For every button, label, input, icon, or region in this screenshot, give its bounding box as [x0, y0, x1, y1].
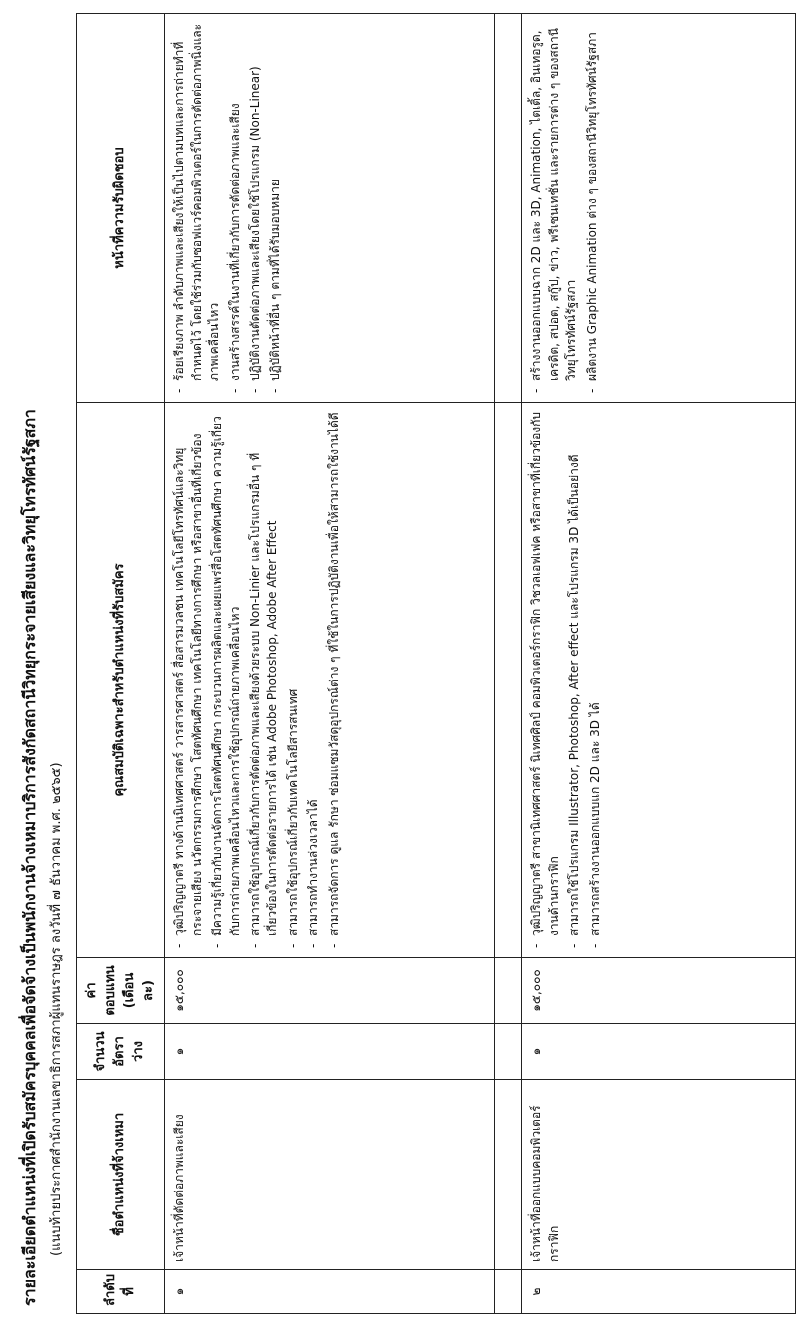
row-duties	[165, 14, 495, 403]
duty-item: - ปฏิบัติงานตัดต่อภาพและเสียงโดยใช้โปรแกรม (Non-Linear)	[247, 21, 264, 381]
header-position: ชื่อตำแหน่งที่จ้างเหมา	[77, 1080, 165, 1270]
row-duties	[522, 14, 796, 403]
qualification-item: - วุฒิปริญญาตรี สาขานิเทศศาสตร์ นิเทศศิลป์ คอมพิวเตอร์กราฟิก วิชวลเอฟเฟค หรือสาขาที่เกี่ยวข้องกับงานด้านกราฟิก	[528, 410, 563, 936]
header-no: ลำดับที่	[77, 1270, 165, 1314]
row-salary: ๑๕,๐๐๐	[522, 958, 796, 1024]
row-no: ๑	[165, 1270, 495, 1314]
table-spacer-row	[495, 14, 522, 1314]
row-qualifications	[165, 403, 495, 958]
header-duties: หน้าที่ความรับผิดชอบ	[77, 14, 165, 403]
duty-item: - งานสร้างสรรค์ในงานที่เกี่ยวกับการตัดต่อภาพและเสียง	[227, 21, 244, 381]
qualification-item: - สามารถทำงานล่วงเวลาได้	[305, 410, 322, 936]
duty-item: - ปฏิบัติหน้าที่อื่น ๆ ตามที่ได้รับมอบหมาย	[267, 21, 284, 381]
row-count: ๑	[165, 1024, 495, 1080]
duty-item: - ผลิตงาน Graphic Animation ต่าง ๆ ของสถานีวิทยุโทรทัศน์รัฐสภา	[584, 21, 601, 381]
qualification-item: - สามารถจัดการ ดูแล รักษา ซ่อมแซมวัสดุอุปกรณ์ต่าง ๆ ที่ใช้ในการปฏิบัติงานเพื่อให้สามารถใช้งานได้ดี	[326, 410, 343, 936]
header-count: จำนวนอัตราว่าง	[77, 1024, 165, 1080]
document-title: รายละเอียดตำแหน่งที่เปิดรับสมัครบุคคลเพื่อจัดจ้างเป็นพนักงานจ้างเหมาบริการสังกัดสถานีวิทยุกระจายเสียงและวิทยุโทรทัศน์รัฐสภา	[20, 409, 39, 1306]
table-row	[165, 14, 495, 1314]
row-count: ๑	[522, 1024, 796, 1080]
duty-item: - สร้างงานออกแบบฉาก 2D และ 3D, Animation, ไตเติ้ล, อินเทอรูด, เครดิต, สปอต, สกู๊ป, ข่าว, พรีเซนเทชั่น และรายการต่าง ๆ ของสถานีวิทยุโทรทัศน์รัฐสภา	[528, 21, 580, 381]
qualification-item: - วุฒิปริญญาตรี ทางด้านนิเทศศาสตร์ วารสารศาสตร์ สื่อสารมวลชน เทคโนโลยีโทรทัศน์และวิทยุกระจายเสียง นวัตกรรมการศึกษา โสตทัศนศึกษา เทคโนโลยีทางการศึกษา หรือสาขาอื่นที่เกี่ยวข้อง	[171, 410, 206, 936]
qualification-item: - สามารถใช้อุปกรณ์เกี่ยวกับการตัดต่อภาพและเสียงด้วยระบบ Non-Linier และโปรแกรมอื่น ๆ ที่เกี่ยวข้องในการตัดต่อรายการได้ เช่น Adobe Photoshop, Adobe After Effect	[247, 410, 282, 936]
row-position: เจ้าหน้าที่ออกแบบคอมพิวเตอร์กราฟิก	[522, 1080, 796, 1270]
table-header-row	[77, 14, 165, 1314]
qualification-item: - สามารถใช้อุปกรณ์เกี่ยวกับเทคโนโลยีสารสนเทศ	[285, 410, 302, 936]
qualification-item: - สามารถใช้โปรแกรม Illustrator, Photoshop, After effect และโปรแกรม 3D ได้เป็นอย่างดี	[566, 410, 583, 936]
row-no: ๒	[522, 1270, 796, 1314]
header-qualifications: คุณสมบัติเฉพาะสำหรับตำแหน่งที่รับสมัคร	[77, 403, 165, 958]
positions-table	[76, 13, 796, 1314]
row-qualifications	[522, 403, 796, 958]
qualification-item: - มีความรู้เกี่ยวกับงานจัดการโสตทัศนศึกษา กระบวนการผลิตและเผยแพร่สื่อโสตทัศนศึกษา ความรู้เกี่ยวกับการถ่ายภาพเคลื่อนไหวและการใช้อุปกรณ์ถ่ายภาพเคลื่อนไหว	[209, 410, 244, 936]
row-salary: ๑๕,๐๐๐	[165, 958, 495, 1024]
header-salary: ค่าตอบแทน (เดือนละ)	[77, 958, 165, 1024]
table-row	[522, 14, 796, 1314]
duty-item: - ร้อยเรียงภาพ ลำดับภาพและเสียงให้เป็นไปตามบทและการถ่ายทำที่กำหนดไว้ โดยใช้ร่วมกับซอฟแวร์คอมพิวเตอร์ในการตัดต่อภาพนิ่งและภาพเคลื่อนไหว	[171, 21, 223, 381]
qualification-item: - สามารถสร้างงานออกแบบแก 2D และ 3D ได้	[587, 410, 604, 936]
document-subtitle: (แนบท้ายประกาศสำนักงานเลขาธิการสภาผู้แทนราษฎร ลงวันที่ ๗ ธันวาคม พ.ศ. ๒๕๖๕)	[49, 762, 64, 1256]
row-position: เจ้าหน้าที่ตัดต่อภาพและเสียง	[165, 1080, 495, 1270]
